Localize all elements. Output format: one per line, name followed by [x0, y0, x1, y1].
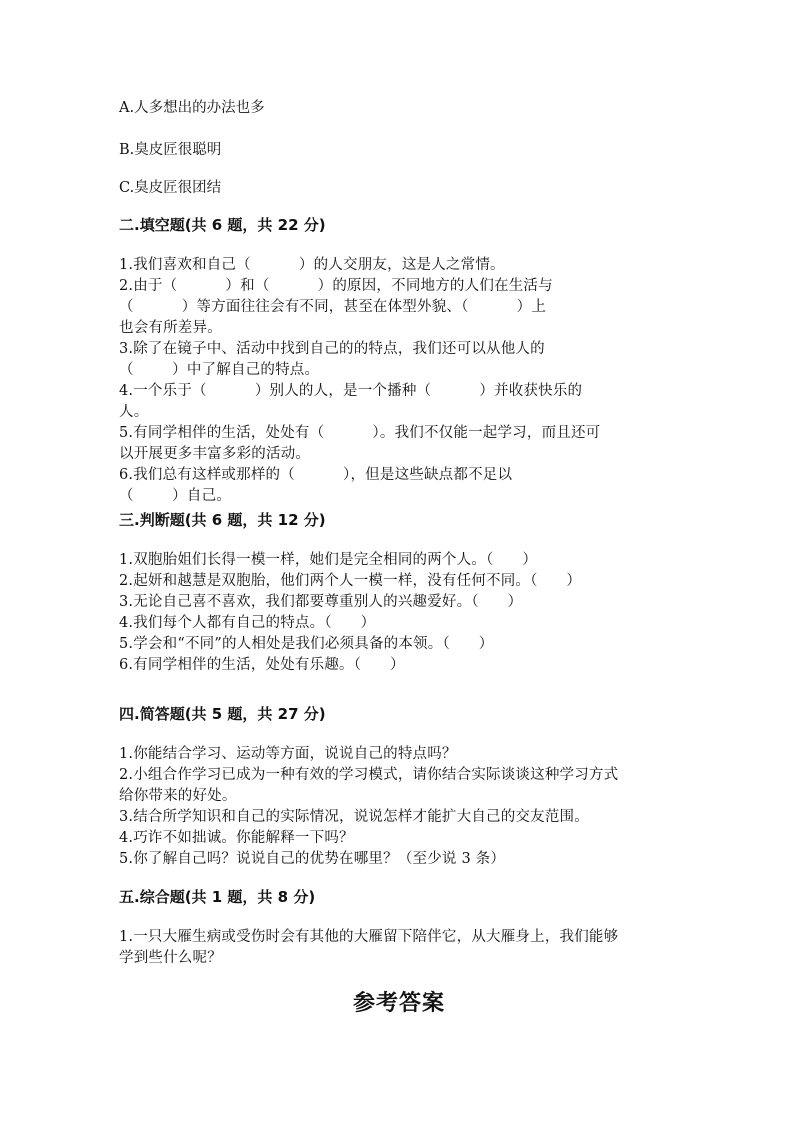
- question-line: 以开展更多丰富多彩的活动。: [119, 446, 311, 462]
- question-line: 4.巧诈不如拙诚。你能解释一下吗？: [119, 830, 354, 846]
- question-line: （ ）自己。: [119, 488, 231, 504]
- answer-key-title: 参考答案: [352, 991, 445, 1016]
- question-line: 2.起妍和越慧是双胞胎，他们两个人一模一样，没有任何不同。（ ）: [119, 573, 582, 589]
- fill-blank-section: [119, 214, 679, 507]
- section-heading: 五.综合题(共 1 题，共 8 分): [119, 888, 316, 906]
- option-c: C.臭皮匠很团结: [119, 180, 222, 196]
- section-heading: 三.判断题(共 6 题，共 12 分): [119, 511, 326, 529]
- question-line: 给你带来的好处。: [119, 788, 237, 804]
- question-line: 1.一只大雁生病或受伤时会有其他的大雁留下陪伴它，从大雁身上，我们能够: [119, 929, 619, 945]
- short-answer-section: [119, 703, 679, 870]
- option-b: B.臭皮匠很聪明: [119, 142, 222, 158]
- question-line: 2.由于（ ）和（ ）的原因，不同地方的人们在生活与: [119, 278, 553, 294]
- question-line: 4.一个乐于（ ）别人的人，是一个播种（ ）并收获快乐的: [119, 383, 583, 399]
- question-line: 3.除了在镜子中、活动中找到自己的的特点，我们还可以从他人的: [119, 341, 545, 357]
- comprehensive-section: [119, 886, 679, 969]
- question-line: 1.双胞胎姐们长得一模一样，她们是完全相同的两个人。（ ）: [119, 552, 538, 568]
- question-line: 1.你能结合学习、运动等方面，说说自己的特点吗？: [119, 746, 457, 762]
- question-line: 4.我们每个人都有自己的特点。（ ）: [119, 615, 376, 631]
- option-a: A.人多想出的办法也多: [119, 100, 265, 116]
- section-heading: 二.填空题(共 6 题，共 22 分): [119, 216, 326, 234]
- true-false-section: [119, 509, 679, 676]
- question-line: 5.你了解自己吗？说说自己的优势在哪里？（至少说 3 条）: [119, 851, 506, 867]
- question-line: （ ）中了解自己的特点。: [119, 362, 320, 378]
- question-line: 5.学会和“不同”的人相处是我们必须具备的本领。（ ）: [119, 636, 494, 652]
- question-line: 6.有同学相伴的生活，处处有乐趣。（ ）: [119, 657, 405, 673]
- question-line: 6.我们总有这样或那样的（ ），但是这些缺点都不足以: [119, 467, 513, 483]
- question-line: 1.我们喜欢和自己（ ）的人交朋友，这是人之常情。: [119, 257, 505, 273]
- question-line: 3.无论自己喜不喜欢，我们都要尊重别人的兴趣爱好。（ ）: [119, 594, 523, 610]
- question-line: 3.结合所学知识和自己的实际情况，说说怎样才能扩大自己的交友范围。: [119, 809, 589, 825]
- section-heading: 四.简答题(共 5 题，共 27 分): [119, 705, 326, 723]
- question-line: （ ）等方面往往会有不同，甚至在体型外貌、（ ）上: [119, 299, 547, 315]
- question-line: 学到些什么呢？: [119, 950, 222, 966]
- question-line: 5.有同学相伴的生活，处处有（ ）。我们不仅能一起学习，而且还可: [119, 425, 601, 441]
- question-line: 人。: [119, 404, 149, 420]
- question-line: 2.小组合作学习已成为一种有效的学习模式，请你结合实际谈谈这种学习方式: [119, 767, 619, 783]
- question-line: 也会有所差异。: [119, 320, 222, 336]
